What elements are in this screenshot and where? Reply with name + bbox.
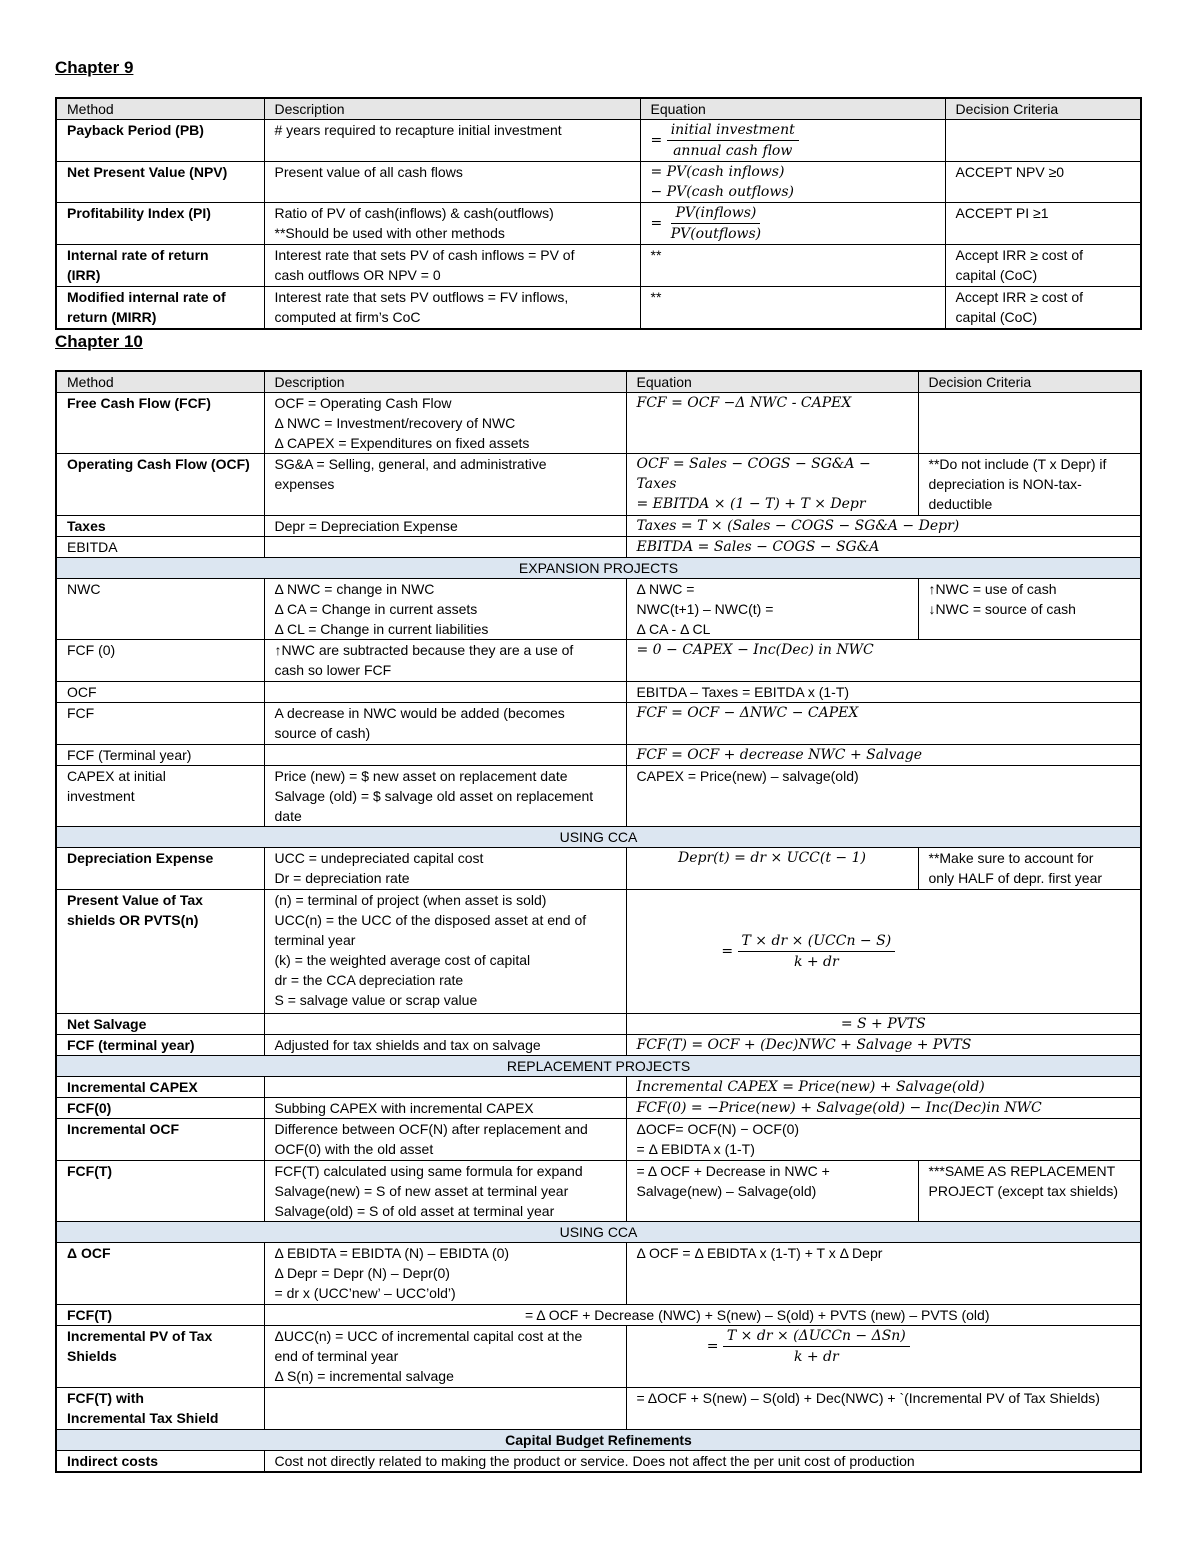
method-cell: Depreciation Expense [56, 848, 264, 890]
method-cell: Internal rate of return (IRR) [56, 245, 264, 287]
equation-cell: FCF = OCF + decrease NWC + Salvage [626, 745, 1141, 766]
table-row [56, 848, 1141, 890]
method-cell: Payback Period (PB) [56, 120, 264, 162]
table-row [56, 1161, 1141, 1222]
table-row [56, 1451, 1141, 1473]
method-cell: Modified internal rate of return (MIRR) [56, 287, 264, 329]
description-cell: UCC = undepreciated capital cost Dr = depreciation rate [264, 848, 626, 890]
table-row [56, 1326, 1141, 1388]
method-cell: CAPEX at initial investment [56, 766, 264, 827]
table-row [56, 1014, 1141, 1035]
eq-denominator: PV(outflows) [670, 226, 762, 242]
criteria-cell: Accept IRR ≥ cost of capital (CoC) [945, 287, 1141, 329]
equation-cell: Taxes = T × (Sales − COGS − SG&A − Depr) [626, 516, 1141, 537]
equation-cell: Depr(t) = dr × UCC(t − 1) [626, 848, 918, 890]
method-cell: Free Cash Flow (FCF) [56, 393, 264, 454]
method-cell: FCF (Terminal year) [56, 745, 264, 766]
eq-numerator: initial investment [667, 120, 799, 141]
equation-cell: = PV(cash inflows) − PV(cash outflows) [640, 162, 945, 203]
eq-prefix: = [650, 132, 663, 149]
criteria-cell: Accept IRR ≥ cost of capital (CoC) [945, 245, 1141, 287]
section-row-cca [56, 827, 1141, 848]
description-cell: ↑NWC are subtracted because they are a use of cash so lower FCF [264, 640, 626, 682]
equation-cell: = ΔOCF + S(new) – S(old) + Dec(NWC) + `(Incremental PV of Tax Shields) [626, 1388, 1141, 1430]
section-title: EXPANSION PROJECTS [56, 558, 1141, 579]
method-cell: Profitability Index (PI) [56, 203, 264, 245]
eq-numerator: T × dr × (ΔUCCn − ΔSn) [723, 1326, 910, 1347]
eq-numerator: PV(inflows) [671, 203, 760, 224]
description-cell: ΔUCC(n) = UCC of incremental capital cost at the end of terminal year Δ S(n) = incremental salvage [264, 1326, 626, 1388]
criteria-cell: ***SAME AS REPLACEMENT PROJECT (except tax shields) [918, 1161, 1141, 1222]
eq-numerator: T × dr × (UCCn − S) [738, 931, 896, 952]
criteria-cell: **Do not include (T x Depr) if depreciation is NON-tax- deductible [918, 454, 1141, 516]
chapter-10-table [55, 370, 1142, 1473]
table-header-row [56, 371, 1141, 393]
description-cell: # years required to recapture initial investment [264, 120, 640, 162]
table-row [56, 1243, 1141, 1305]
description-cell: Difference between OCF(N) after replacement and OCF(0) with the old asset [264, 1119, 626, 1161]
section-row-cca-2 [56, 1222, 1141, 1243]
method-cell: Incremental OCF [56, 1119, 264, 1161]
description-cell: Subbing CAPEX with incremental CAPEX [264, 1098, 626, 1119]
table-row [56, 703, 1141, 745]
equation-cell: = 0 − CAPEX − Inc(Dec) in NWC [626, 640, 1141, 682]
table-row [56, 1098, 1141, 1119]
criteria-cell: **Make sure to account for only HALF of depr. first year [918, 848, 1141, 890]
method-cell: FCF(T) [56, 1161, 264, 1222]
method-cell: FCF(T) with Incremental Tax Shield [56, 1388, 264, 1430]
table-row [56, 890, 1141, 1014]
method-cell: EBITDA [56, 537, 264, 558]
header-description: Description [264, 98, 640, 120]
method-cell: FCF(0) [56, 1098, 264, 1119]
method-cell: Incremental PV of Tax Shields [56, 1326, 264, 1388]
method-cell: FCF [56, 703, 264, 745]
equation-cell: EBITDA – Taxes = EBITDA x (1-T) [626, 682, 1141, 703]
criteria-cell: ACCEPT NPV ≥0 [945, 162, 1141, 203]
description-cell: Interest rate that sets PV outflows = FV inflows, computed at firm’s CoC [264, 287, 640, 329]
section-title: REPLACEMENT PROJECTS [56, 1056, 1141, 1077]
method-cell: Indirect costs [56, 1451, 264, 1473]
table-row [56, 640, 1141, 682]
eq-prefix: = [650, 215, 663, 232]
table-row [56, 393, 1141, 454]
section-row-expansion [56, 558, 1141, 579]
section-row-replacement [56, 1056, 1141, 1077]
description-cell: Δ EBIDTA = EBIDTA (N) – EBIDTA (0) Δ Depr = Depr (N) – Depr(0) = dr x (UCC’new’ – UCC’old’) [264, 1243, 626, 1305]
method-cell: Δ OCF [56, 1243, 264, 1305]
method-cell: FCF (terminal year) [56, 1035, 264, 1056]
chapter-9-title: Chapter 9 [55, 58, 134, 77]
description-cell: Δ NWC = change in NWC Δ CA = Change in current assets Δ CL = Change in current liabilities [264, 579, 626, 640]
table-row [56, 1077, 1141, 1098]
table-row [56, 682, 1141, 703]
equation-cell: CAPEX = Price(new) – salvage(old) [626, 766, 1141, 827]
criteria-cell [918, 393, 1141, 454]
description-cell: Price (new) = $ new asset on replacement date Salvage (old) = $ salvage old asset on replacement date [264, 766, 626, 827]
header-decision-criteria: Decision Criteria [945, 98, 1141, 120]
method-cell: NWC [56, 579, 264, 640]
section-title: USING CCA [56, 1222, 1141, 1243]
description-cell: SG&A = Selling, general, and administrative expenses [264, 454, 626, 516]
table-row [56, 245, 1141, 287]
description-cell [264, 1077, 626, 1098]
table-row [56, 579, 1141, 640]
equation-cell [626, 1326, 1141, 1388]
description-cell: OCF = Operating Cash Flow Δ NWC = Investment/recovery of NWC Δ CAPEX = Expenditures on fixed assets [264, 393, 626, 454]
equation-cell: = S + PVTS [626, 1014, 1141, 1035]
equation-cell: ** [640, 245, 945, 287]
table-row [56, 537, 1141, 558]
header-description: Description [264, 371, 626, 393]
table-row [56, 287, 1141, 329]
description-cell: Ratio of PV of cash(inflows) & cash(outflows) **Should be used with other methods [264, 203, 640, 245]
description-cell [264, 745, 626, 766]
equation-cell: ** [640, 287, 945, 329]
table-row [56, 203, 1141, 245]
equation-cell: Incremental CAPEX = Price(new) + Salvage(old) [626, 1077, 1141, 1098]
method-cell: OCF [56, 682, 264, 703]
header-method: Method [56, 371, 264, 393]
equation-cell: = Δ OCF + Decrease (NWC) + S(new) – S(old) + PVTS (new) – PVTS (old) [264, 1305, 1141, 1326]
table-row [56, 162, 1141, 203]
table-row [56, 1119, 1141, 1161]
description-cell: Cost not directly related to making the product or service. Does not affect the per unit cost of production [264, 1451, 1141, 1473]
table-row [56, 120, 1141, 162]
description-cell [264, 1014, 626, 1035]
method-cell: Net Present Value (NPV) [56, 162, 264, 203]
table-row [56, 766, 1141, 827]
method-cell: Incremental CAPEX [56, 1077, 264, 1098]
chapter-10-title: Chapter 10 [55, 332, 143, 351]
section-title: Capital Budget Refinements [56, 1430, 1141, 1451]
description-cell: Adjusted for tax shields and tax on salvage [264, 1035, 626, 1056]
description-cell: Depr = Depreciation Expense [264, 516, 626, 537]
eq-denominator: annual cash flow [673, 143, 793, 159]
description-cell: Interest rate that sets PV of cash inflows = PV of cash outflows OR NPV = 0 [264, 245, 640, 287]
method-cell: Present Value of Tax shields OR PVTS(n) [56, 890, 264, 1014]
equation-cell: FCF(0) = −Price(new) + Salvage(old) − Inc(Dec)in NWC [626, 1098, 1141, 1119]
header-equation: Equation [626, 371, 918, 393]
description-cell: (n) = terminal of project (when asset is sold) UCC(n) = the UCC of the disposed asset at end of terminal year (k) = the weighted average cost of capital dr = the CCA depreciation rate S = salvage value or scrap value [264, 890, 626, 1014]
method-cell: Net Salvage [56, 1014, 264, 1035]
description-cell [264, 537, 626, 558]
eq-denominator: k + dr [793, 1349, 839, 1365]
header-decision-criteria: Decision Criteria [918, 371, 1141, 393]
description-cell: FCF(T) calculated using same formula for expand Salvage(new) = S of new asset at terminal year Salvage(old) = S of old asset at terminal year [264, 1161, 626, 1222]
criteria-cell: ↑NWC = use of cash ↓NWC = source of cash [918, 579, 1141, 640]
equation-cell: FCF = OCF −Δ NWC - CAPEX [626, 393, 918, 454]
table-row [56, 516, 1141, 537]
equation-cell: EBITDA = Sales − COGS − SG&A [626, 537, 1141, 558]
equation-cell: ΔOCF= OCF(N) − OCF(0) = Δ EBIDTA x (1-T) [626, 1119, 1141, 1161]
equation-cell: OCF = Sales − COGS − SG&A − Taxes = EBITDA × (1 − T) + T × Depr [626, 454, 918, 516]
equation-cell: FCF = OCF − ΔNWC − CAPEX [626, 703, 1141, 745]
header-method: Method [56, 98, 264, 120]
section-title: USING CCA [56, 827, 1141, 848]
table-row [56, 454, 1141, 516]
eq-prefix: = [706, 1338, 719, 1355]
criteria-cell [945, 120, 1141, 162]
method-cell: Taxes [56, 516, 264, 537]
equation-cell: FCF(T) = OCF + (Dec)NWC + Salvage + PVTS [626, 1035, 1141, 1056]
criteria-cell: ACCEPT PI ≥1 [945, 203, 1141, 245]
eq-prefix: = [721, 943, 734, 960]
section-row-refinements [56, 1430, 1141, 1451]
chapter-9-table [55, 97, 1142, 330]
table-header-row [56, 98, 1141, 120]
eq-denominator: k + dr [793, 954, 839, 970]
method-cell: FCF(T) [56, 1305, 264, 1326]
equation-cell [640, 120, 945, 162]
description-cell [264, 1388, 626, 1430]
equation-cell [640, 203, 945, 245]
method-cell: Operating Cash Flow (OCF) [56, 454, 264, 516]
table-row [56, 1305, 1141, 1326]
equation-cell: Δ NWC = NWC(t+1) – NWC(t) = Δ CA - Δ CL [626, 579, 918, 640]
header-equation: Equation [640, 98, 945, 120]
table-row [56, 1035, 1141, 1056]
equation-cell [626, 890, 1141, 1014]
description-cell: A decrease in NWC would be added (becomes source of cash) [264, 703, 626, 745]
table-row [56, 1388, 1141, 1430]
equation-cell: = Δ OCF + Decrease in NWC + Salvage(new) – Salvage(old) [626, 1161, 918, 1222]
equation-cell: Δ OCF = Δ EBIDTA x (1-T) + T x Δ Depr [626, 1243, 1141, 1305]
method-cell: FCF (0) [56, 640, 264, 682]
table-row [56, 745, 1141, 766]
description-cell [264, 682, 626, 703]
description-cell: Present value of all cash flows [264, 162, 640, 203]
